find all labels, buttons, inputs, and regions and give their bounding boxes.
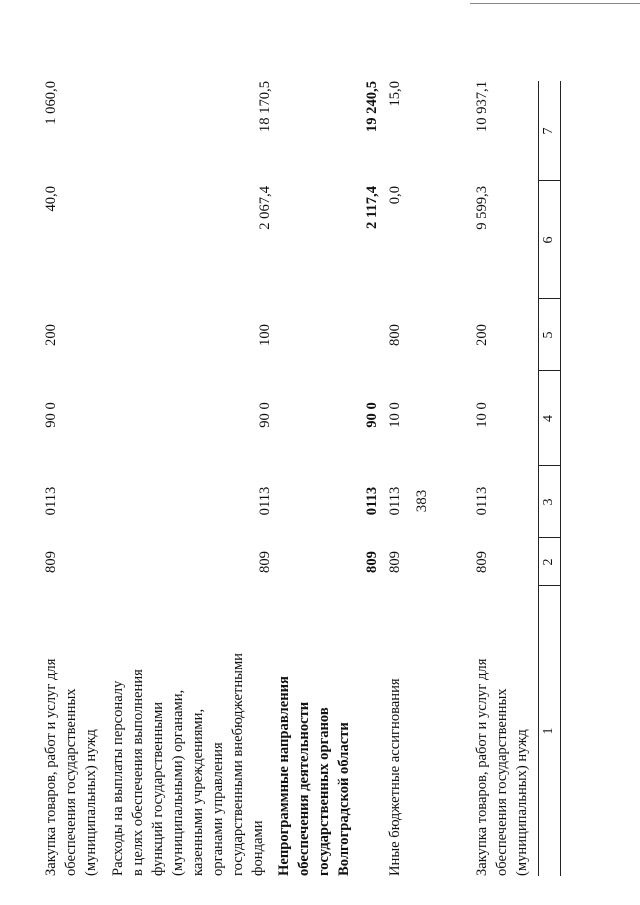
row-4-col-4: 90 0 [257, 402, 273, 428]
row-5-col-5: 200 [43, 324, 59, 346]
header-col-3: 3 [541, 498, 556, 506]
page-number: 383 [414, 489, 430, 513]
row-1-name: Закупка товаров, работ и услуг для обеспечения государственных (муниципальных) нужд [474, 658, 530, 876]
row-1-col-5: 200 [474, 324, 490, 346]
row-3-col-7: 19 240,5 [364, 81, 380, 133]
row-5-col-6: 40,0 [43, 186, 59, 212]
row-3-col-3: 0113 [364, 486, 380, 516]
row-1-col-6: 9 599,3 [474, 186, 490, 230]
row-2-col-3: 0113 [387, 486, 403, 516]
row-4-col-3: 0113 [257, 486, 273, 516]
header-col-5: 5 [541, 331, 556, 339]
row-1-col-2: 809 [474, 551, 490, 573]
row-2-col-7: 15,0 [387, 81, 403, 107]
row-5-col-3: 0113 [43, 486, 59, 516]
row-1-col-4: 10 0 [474, 402, 490, 428]
row-4-col-6: 2 067,4 [257, 186, 273, 230]
row-4-col-7: 18 170,5 [257, 81, 273, 133]
header-col-4: 4 [541, 415, 556, 422]
header-col-2: 2 [541, 558, 556, 566]
row-5-col-7: 1 060,0 [43, 81, 59, 125]
row-3-col-2: 809 [364, 551, 380, 573]
top-edge-rule [470, 3, 640, 4]
header-col-6: 6 [541, 236, 556, 244]
row-4-col-5: 100 [257, 324, 273, 346]
row-2-col-6: 0,0 [387, 186, 403, 205]
row-2-col-5: 800 [387, 324, 403, 346]
row-5-name: Закупка товаров, работ и услуг для обеспечения государственных (муниципальных) нужд [43, 658, 99, 876]
row-3-col-6: 2 117,4 [364, 186, 380, 229]
row-5-col-4: 90 0 [43, 402, 59, 428]
row-1-col-7: 10 937,1 [474, 81, 490, 133]
row-5-col-2: 809 [43, 551, 59, 573]
header-col-7: 7 [541, 127, 556, 135]
table-header-rule [560, 81, 561, 876]
row-4-name: Расходы на выплаты персоналу в целях обеспечения выполнения функций государственными (муниципальными) органами, казенными учреждениями, органами управления государственными внебюджетными фондами [110, 653, 266, 876]
header-col-1: 1 [541, 727, 556, 735]
row-3-col-4: 90 0 [364, 402, 380, 428]
row-2-col-2: 809 [387, 551, 403, 573]
rotated-page [43, 81, 592, 876]
row-4-col-2: 809 [257, 551, 273, 573]
row-2-col-4: 10 0 [387, 402, 403, 428]
row-2-name: Иные бюджетные ассигнования [387, 678, 403, 876]
row-3-name: Непрограммные направления обеспечения деятельности государственных органов Волгоградской области [276, 676, 352, 876]
row-1-col-3: 0113 [474, 486, 490, 516]
